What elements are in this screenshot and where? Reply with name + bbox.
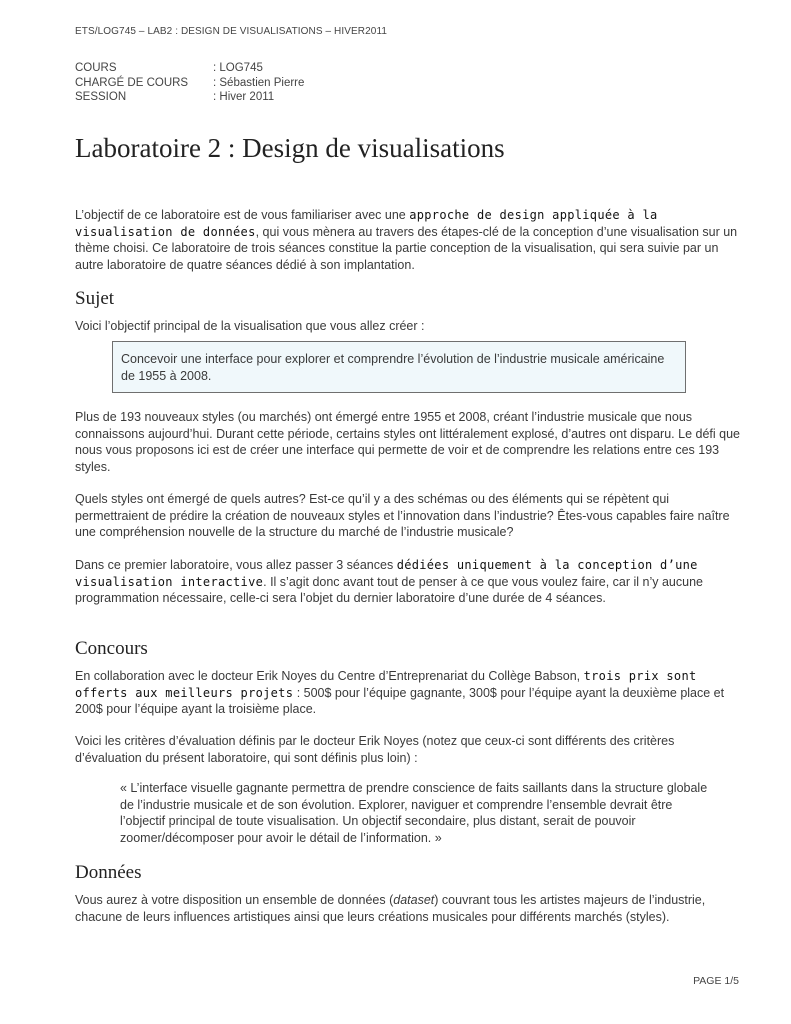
meta-label: SESSION	[75, 91, 127, 104]
concours-p1-after: : 500$ pour l’équipe gagnante, 300$ pour l’équipe ayant la deuxième place et 200$ pour l’équipe ayant la troisième place.	[75, 685, 725, 717]
intro-text-after: , qui vous mènera au travers des étapes-clé de la conception d’une visualisation sur un thème choisi. Ce laboratoire de trois séances constitue la partie conception de la visualisation, qui sera suivie par un autre laboratoire de quatre séances dédié à son implantation.	[75, 224, 738, 272]
concours-p1-before: En collaboration avec le docteur Erik Noyes du Centre d’Entreprenariat du Collège Babson,	[75, 669, 584, 683]
intro-paragraph	[75, 207, 740, 273]
donnees-paragraph	[75, 892, 740, 925]
meta-row-course	[75, 61, 304, 76]
criteria-quote: « L’interface visuelle gagnante permettra de prendre conscience de faits saillants dans la structure globale de l’industrie musicale et de son évolution. Explorer, naviguer et comprendre l’ensemble devrait être l’objectif principal de toute visualisation. Un objectif secondaire, plus distant, serait de pouvoir zoomer/décomposer pour avoir le détail de l’information. »	[120, 781, 708, 845]
section-heading-sujet: Sujet	[75, 288, 115, 309]
meta-value: : LOG745	[213, 62, 263, 74]
meta-row-instructor	[75, 76, 304, 91]
section-heading-concours: Concours	[75, 638, 148, 659]
sujet-paragraph-2: Quels styles ont émergé de quels autres? Est-ce qu’il y a des schémas ou des éléments qui se répètent qui permettraient de prédire la création de nouveaux styles et l’innovation dans l’industrie? Êtes-vous capables faire naître une compréhension nouvelle de la structure du marché de l’industrie musicale?	[75, 492, 730, 540]
sujet-p3-highlight: dédiées uniquement à la conception d’une visualisation interactive	[75, 558, 698, 589]
sujet-paragraph-3	[75, 557, 740, 607]
sujet-p3-before: Dans ce premier laboratoire, vous allez passer 3 séances	[75, 558, 397, 572]
meta-value: : Sébastien Pierre	[213, 76, 305, 89]
objective-callout: Concevoir une interface pour explorer et comprendre l’évolution de l’industrie musicale américaine de 1955 à 2008.	[112, 341, 686, 393]
section-heading-donnees: Données	[75, 862, 142, 883]
meta-label: COURS	[75, 62, 117, 74]
running-header: ETS/LOG745 – LAB2 : DESIGN DE VISUALISATIONS – HIVER2011	[75, 26, 388, 37]
sujet-lead: Voici l’objectif principal de la visualisation que vous allez créer :	[75, 319, 425, 333]
meta-label: CHARGÉ DE COURS	[75, 76, 189, 89]
donnees-p1-italic: dataset	[393, 893, 435, 907]
course-meta	[75, 61, 304, 105]
sujet-p3-after: . Il s’agit donc avant tout de penser à ce que vous voulez faire, car il n’y aucune programmation nécessaire, celle-ci sera l’objet du dernier laboratoire d’une durée de 4 séances.	[75, 574, 703, 606]
concours-paragraph-2: Voici les critères d’évaluation définis par le docteur Erik Noyes (notez que ceux-ci sont différents des critères d’évaluation du présent laboratoire, qui sont définis plus loin) :	[75, 734, 675, 765]
page-title: Laboratoire 2 : Design de visualisations	[75, 133, 505, 163]
meta-row-session	[75, 90, 304, 105]
page-number: PAGE 1/5	[693, 975, 739, 987]
sujet-paragraph-1: Plus de 193 nouveaux styles (ou marchés) ont émergé entre 1955 et 2008, créant l’industrie musicale que nous connaissons aujourd’hui. Durant cette période, certains styles ont littéralement explosé, d’autres ont disparu. Le défi que nous vous proposons ici est de créer une interface qui permette de voir et de comprendre les relations entre ces 193 styles.	[75, 410, 740, 474]
donnees-p1-before: Vous aurez à votre disposition un ensemble de données (	[75, 893, 394, 907]
donnees-p1-after: ) couvrant tous les artistes majeurs de l’industrie, chacune de leurs influences artistiques ainsi que leurs créations musicales pour différents marchés (styles).	[75, 893, 706, 924]
intro-highlight: approche de design appliquée à la visualisation de données	[75, 208, 658, 239]
intro-text-before: L’objectif de ce laboratoire est de vous familiariser avec une	[75, 208, 410, 222]
meta-value: : Hiver 2011	[213, 91, 275, 104]
concours-paragraph-1	[75, 668, 740, 718]
concours-p1-highlight: trois prix sont offerts aux meilleurs projets	[75, 669, 697, 700]
